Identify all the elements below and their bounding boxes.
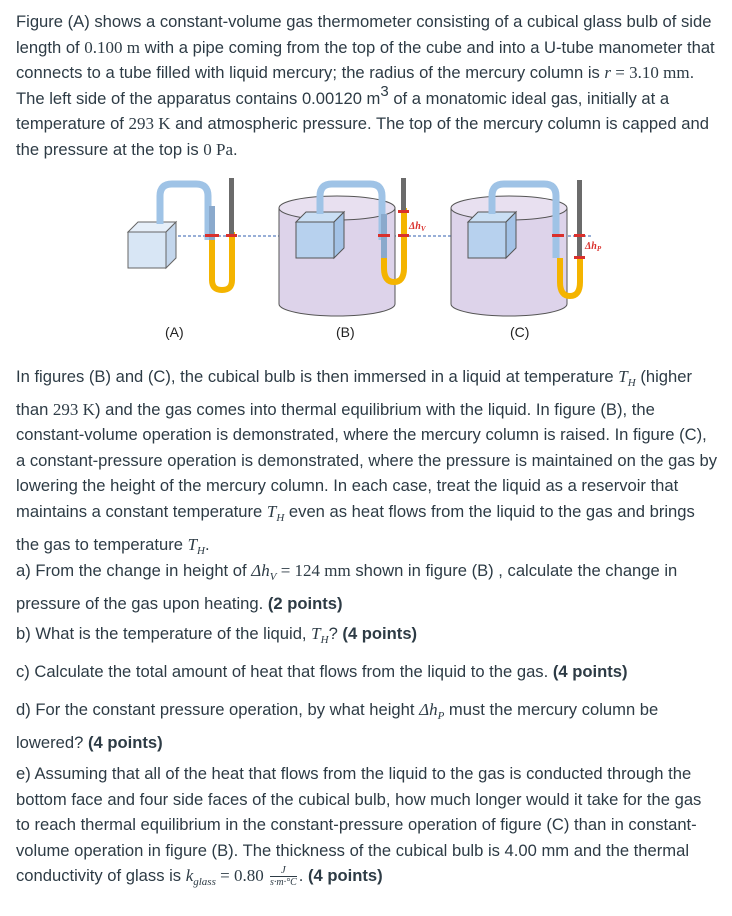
level-mark-c-right	[574, 234, 585, 237]
intro-paragraph: Figure (A) shows a constant-volume gas thermometer consisting of a cubical glass bulb of side length of 0.100 m with a pipe coming from the top of the cube and into a U-tube manometer that connects to a tube filled with liquid mercury; the radius of the mercury column is r = 3.10 mm. The left side of the apparatus contains 0.00120 m3 of a monatomic ideal gas, initially at a temperature of 293 K and atmospheric pressure. The top of the mercury column is capped and the pressure at the top is 0 Pa.	[16, 12, 715, 159]
question-a: a) From the change in height of $\Delta h_V = 124$ mm shown in figure (B) , calculate the change in pressure of the gas upon heating. (2 points)	[16, 561, 678, 613]
figure-a	[128, 178, 237, 290]
cube-b	[296, 212, 344, 258]
level-mark-b-left	[378, 234, 390, 237]
conductivity-unit-fraction: $\frac{J}{s\cdot m\cdot^\circ C}$	[269, 864, 297, 889]
mercury-tube-a	[229, 178, 234, 234]
level-mark-c-lowered	[574, 256, 585, 259]
figure-c	[451, 180, 602, 316]
figure-label-c: (C)	[510, 324, 530, 340]
middle-paragraph: In figures (B) and (C), the cubical bulb is then immersed in a liquid at temperature $T_H$ (higher than 293 K) and the gas comes into thermal equilibrium with the liquid. In figure (B), the constant-volume operation is demonstrated, where the mercury column is raised. In figure (C), a constant-pressure operation is demonstrated, where the pressure is maintained on the gas by lowering the height of the mercury column. In each case, treat the liquid as a reservoir that maintains a constant temperature $T_H$ even as heat flows from the liquid to the gas and brings the gas to temperature $T_H$.	[16, 367, 718, 557]
level-mark-b-raised	[398, 210, 409, 213]
question-e: e) Assuming that all of the heat that flows from the liquid to the gas is conducted through the bottom face and four side faces of the cubical bulb, how much longer would it take for the gas to reach thermal equilibrium in the constant-pressure operation of figure (C) than in constant-volume operation in figure (B). The thickness of the cubical bulb is 4.00 mm and the thermal conductivity of glass is $k_{glass} = 0.80$ $\frac{J}{s\cdot m\cdot^\circ C}$ . (4 points)	[16, 764, 702, 889]
question-c: c) Calculate the total amount of heat that flows from the liquid to the gas. (4 points)	[16, 662, 628, 681]
mercury-u-c	[560, 256, 580, 296]
mercury-tube-b	[401, 178, 406, 212]
level-mark-c-left	[552, 234, 564, 237]
cube-c	[468, 212, 516, 258]
question-d: d) For the constant pressure operation, by what height $\Delta h_P$ must the mercury column be lowered? (4 points)	[16, 700, 659, 752]
level-mark-a-right	[226, 234, 237, 237]
figure-label-a: (A)	[165, 324, 184, 340]
level-mark-b-right	[398, 234, 409, 237]
dh-v-label: $\Delta h_V$	[409, 221, 426, 233]
apparatus-figure	[0, 0, 732, 360]
figure-b	[279, 178, 427, 316]
figure-label-b: (B)	[336, 324, 355, 340]
level-mark-a-left	[205, 234, 219, 237]
cube-a	[128, 222, 176, 268]
question-b: b) What is the temperature of the liquid, $T_H$? (4 points)	[16, 624, 418, 646]
dh-p-label: $\Delta h_P$	[585, 241, 602, 253]
mercury-tube-c	[577, 180, 582, 258]
